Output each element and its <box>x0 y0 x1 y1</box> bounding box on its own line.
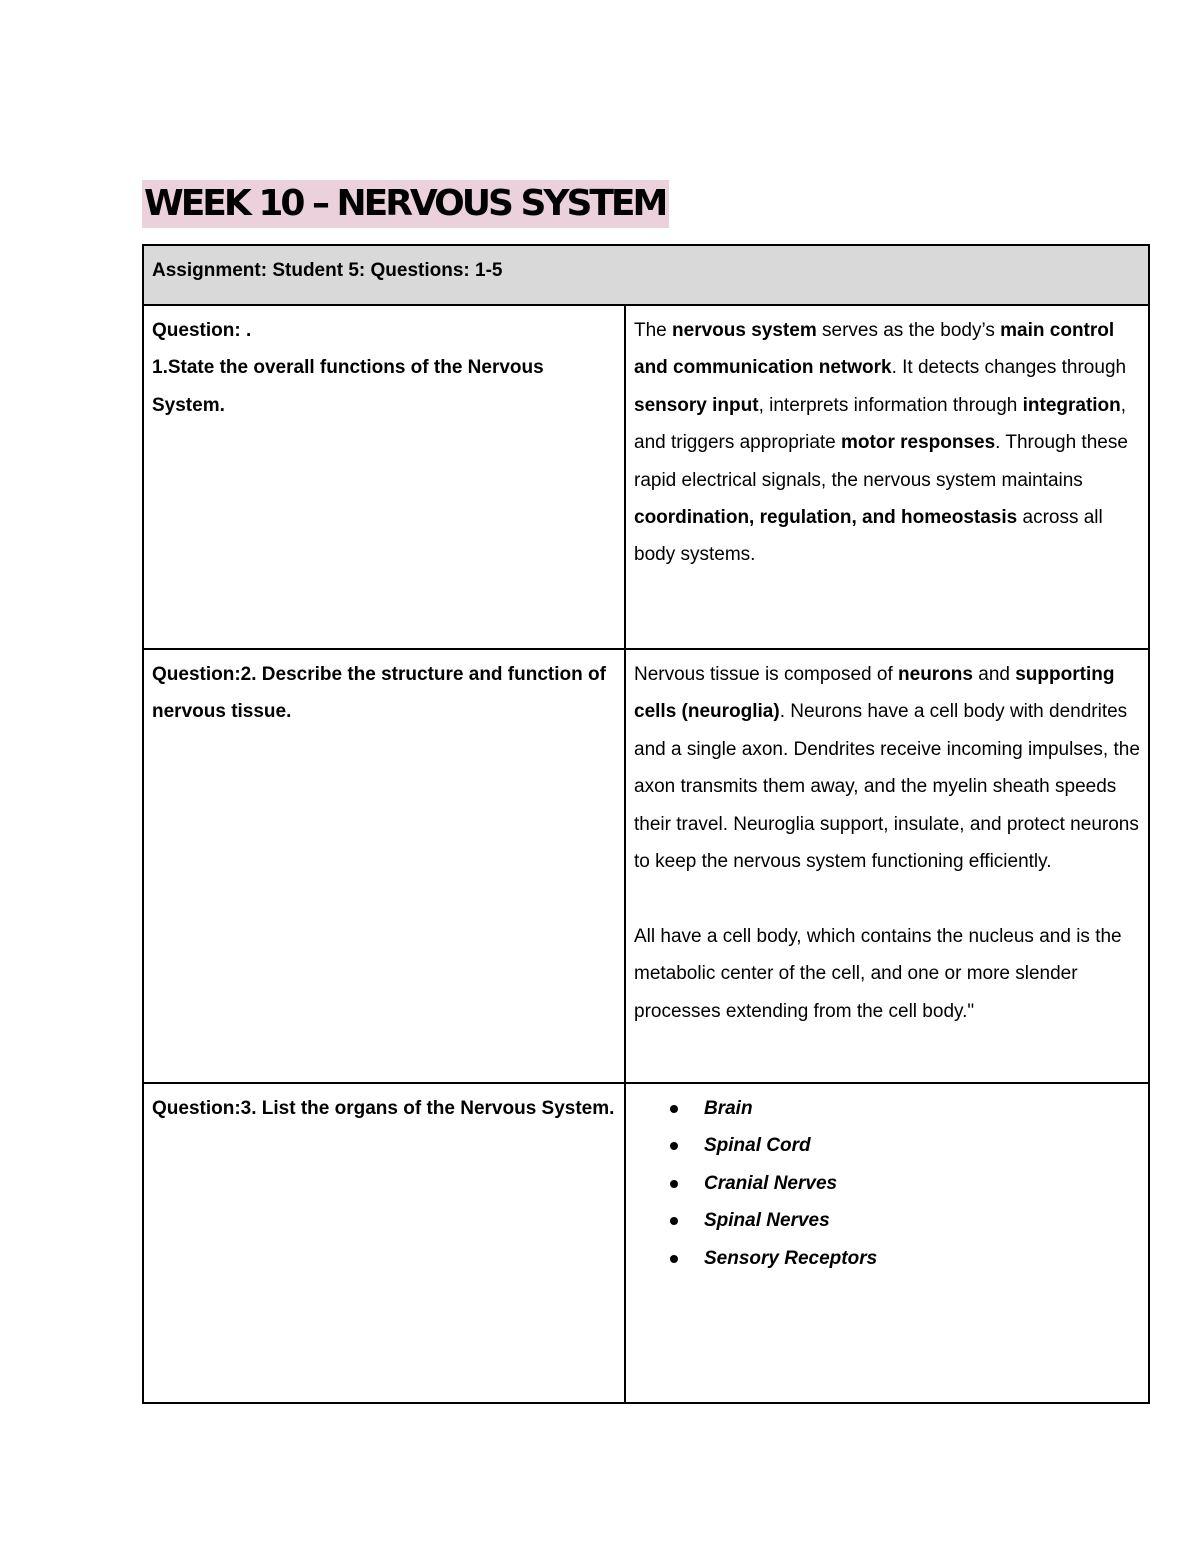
answer-bold-term: integration <box>1022 394 1121 416</box>
answer-text-segment: and <box>972 664 1016 685</box>
answer-3-cell <box>625 1083 1149 1403</box>
answer-bold-term: supporting cells (neuroglia) <box>634 664 1115 723</box>
question-2-text: Question:2. Describe the structure and function of nervous tissue. <box>152 664 606 723</box>
answer-text-segment: Nervous tissue is composed of <box>634 664 899 685</box>
assignment-label: Assignment: Student 5: Questions: 1-5 <box>143 245 1149 305</box>
question-1-cell <box>143 305 625 649</box>
answer-text-segment: . Neurons have a cell body with dendrites and a single axon. Dendrites receive incoming impulses, the axon transmits them away, and the myelin sheath speeds their travel. Neuroglia support, insulate, and protect neurons to keep the nervous system functioning efficiently. <box>634 701 1140 873</box>
answer-1-cell <box>625 305 1149 649</box>
question-1-text: 1.State the overall functions of the Nervous System. <box>152 357 544 416</box>
answer-bold-term: main control and communication network <box>634 320 1115 379</box>
question-2-cell <box>143 649 625 1083</box>
paragraph-gap <box>634 880 1140 917</box>
answer-bold-term: nervous system <box>672 320 817 341</box>
question-1-prefix: Question: . <box>152 320 252 341</box>
question-3-cell <box>143 1083 625 1403</box>
table-row <box>143 305 1149 649</box>
assignment-header-row <box>143 245 1149 305</box>
answer-bold-term: sensory input <box>634 394 759 416</box>
page-title: WEEK 10 – NERVOUS SYSTEM <box>142 180 669 228</box>
answer-text-segment: , interprets information through <box>758 394 1023 416</box>
list-item: Cranial Nerves <box>704 1165 1140 1202</box>
answer-bold-term: neurons <box>898 664 973 685</box>
answer-text-segment: . It detects changes through <box>891 357 1127 379</box>
answer-text-segment: serves as the body’s <box>816 320 1001 341</box>
answer-text-segment: , and triggers appropriate <box>634 394 1127 454</box>
assignment-table <box>142 244 1150 1404</box>
answer-text-segment: . Through these rapid electrical signals, the nervous system maintains <box>634 432 1128 491</box>
answer-2-cell <box>625 649 1149 1083</box>
answer-2-text <box>634 656 1140 880</box>
table-row <box>143 1083 1149 1403</box>
answer-1-text <box>634 312 1140 574</box>
list-item: Spinal Nerves <box>704 1202 1140 1239</box>
list-item: Sensory Receptors <box>704 1240 1140 1277</box>
question-3-text: Question:3. List the organs of the Nervous System. <box>152 1098 615 1119</box>
answer-2-quote: All have a cell body, which contains the nucleus and is the metabolic center of the cell, and one or more slender processes extending from the cell body." <box>634 925 1122 1022</box>
answer-text-segment: across all body systems. <box>634 507 1103 566</box>
answer-text-segment: The <box>634 320 673 341</box>
organ-list <box>634 1090 1140 1277</box>
answer-bold-term: coordination, regulation, and homeostasis <box>634 507 1018 529</box>
list-item: Spinal Cord <box>704 1127 1140 1164</box>
answer-bold-term: motor responses <box>841 432 996 454</box>
table-row <box>143 649 1149 1083</box>
list-item: Brain <box>704 1090 1140 1127</box>
